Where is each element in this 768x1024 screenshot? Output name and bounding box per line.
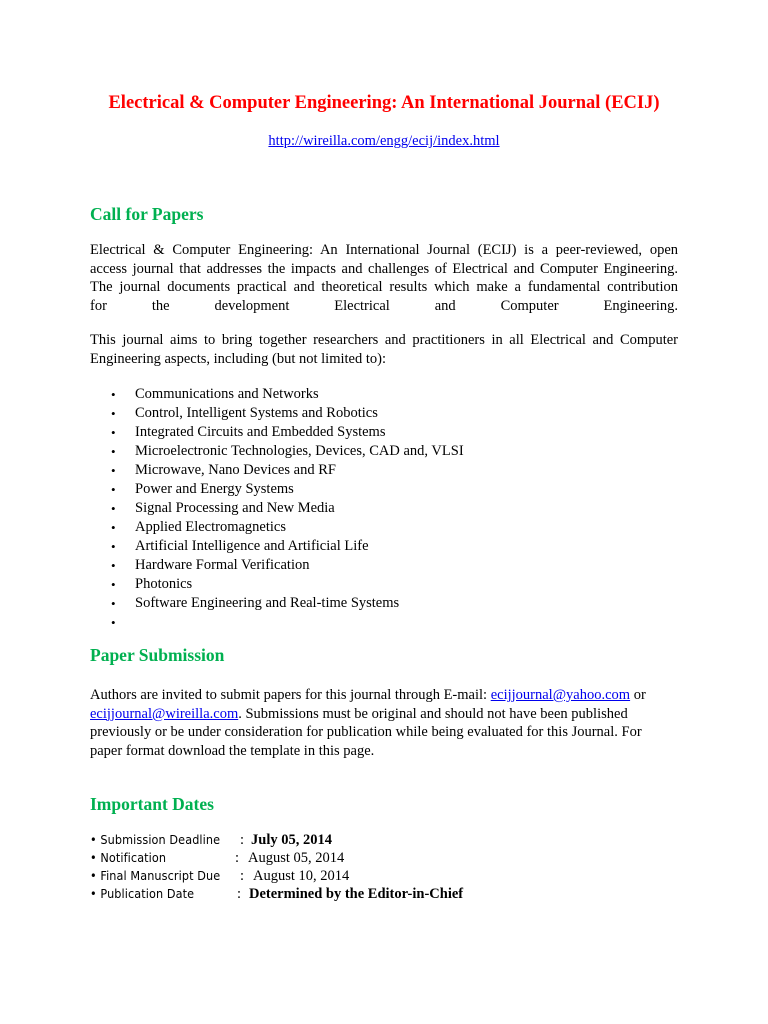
list-item: • Hardware Formal Verification xyxy=(111,557,310,573)
bullet-icon: • xyxy=(111,387,116,402)
list-item: • Microwave, Nano Devices and RF xyxy=(111,462,336,478)
intro-line-4: for the development Electrical and Computer Engineering. xyxy=(90,297,678,314)
bullet-icon: • xyxy=(111,596,116,611)
email-link-wireilla[interactable]: ecijjournal@wireilla.com xyxy=(90,705,239,722)
submission-line-3: previously or be under consideration for publication while being evaluated for this Journal. For xyxy=(90,724,642,740)
bullet-icon: • xyxy=(111,501,116,516)
list-item: • Microelectronic Technologies, Devices, CAD and, VLSI xyxy=(111,443,464,459)
submission-line-2: ecijjournal@wireilla.com. Submissions must be original and should not have been published xyxy=(90,705,628,722)
date-label: • Notification xyxy=(90,850,167,865)
journal-url-link[interactable]: http://wireilla.com/engg/ecij/index.html xyxy=(268,133,500,149)
call-for-papers-aims xyxy=(90,331,678,368)
list-item: • Software Engineering and Real-time Systems xyxy=(111,595,400,611)
bullet-icon: • xyxy=(111,577,116,592)
bullet-icon: • xyxy=(111,463,116,478)
list-item: • Photonics xyxy=(111,576,193,592)
date-label: • Submission Deadline xyxy=(90,832,221,847)
list-item: • Communications and Networks xyxy=(111,386,319,402)
bullet-icon: • xyxy=(111,520,116,535)
bullet-icon: • xyxy=(111,558,116,573)
important-dates-heading: Important Dates xyxy=(90,794,214,814)
aims-line-2: Engineering aspects, including (but not limited to): xyxy=(90,350,386,367)
date-value: July 05, 2014 xyxy=(251,832,332,848)
date-label: • Final Manuscript Due xyxy=(90,868,221,883)
paper-submission-text xyxy=(90,686,678,760)
intro-line-2: access journal that addresses the impacts and challenges of Electrical and Computer Engineering. xyxy=(90,260,678,277)
bullet-icon: • xyxy=(111,539,116,554)
list-item: • Control, Intelligent Systems and Robotics xyxy=(111,405,378,421)
list-item: • Artificial Intelligence and Artificial Life xyxy=(111,538,369,554)
intro-line-3: The journal documents practical and theoretical results which make a fundamental contribution xyxy=(90,279,678,295)
list-item: • Integrated Circuits and Embedded Systems xyxy=(111,424,386,440)
list-item xyxy=(90,613,464,632)
bullet-icon: • xyxy=(111,615,116,630)
date-value: Determined by the Editor-in-Chief xyxy=(249,886,464,902)
bullet-icon: • xyxy=(111,482,116,497)
bullet-icon: • xyxy=(111,406,116,421)
list-item: • Power and Energy Systems xyxy=(111,481,294,497)
bullet-icon: • xyxy=(111,425,116,440)
date-colon: : xyxy=(240,868,245,884)
submission-line-4: paper format download the template in this page. xyxy=(90,742,375,759)
journal-title: Electrical & Computer Engineering: An International Journal (ECIJ) xyxy=(108,93,660,113)
date-value: August 05, 2014 xyxy=(248,850,345,866)
paper-submission-heading: Paper Submission xyxy=(90,645,225,665)
journal-url-line xyxy=(90,133,678,150)
list-item: • Signal Processing and New Media xyxy=(111,500,335,516)
date-colon: : xyxy=(237,886,242,902)
call-for-papers-intro xyxy=(90,241,678,315)
list-item: • Applied Electromagnetics xyxy=(111,519,286,535)
date-colon: : xyxy=(235,850,240,866)
date-value: August 10, 2014 xyxy=(253,868,350,884)
date-colon: : xyxy=(240,832,245,848)
aims-line-1: This journal aims to bring together researchers and practitioners in all Electrical and Computer xyxy=(90,332,678,348)
intro-line-1: Electrical & Computer Engineering: An International Journal (ECIJ) is a peer-reviewed, open xyxy=(90,242,678,258)
submission-line-1: Authors are invited to submit papers for this journal through E-mail: ecijjournal@yahoo.com or xyxy=(90,687,646,703)
topics-list xyxy=(90,385,464,632)
email-link-yahoo[interactable]: ecijjournal@yahoo.com xyxy=(490,687,631,703)
bullet-icon: • xyxy=(111,444,116,459)
date-label: • Publication Date xyxy=(90,886,195,901)
call-for-papers-heading: Call for Papers xyxy=(90,204,204,224)
